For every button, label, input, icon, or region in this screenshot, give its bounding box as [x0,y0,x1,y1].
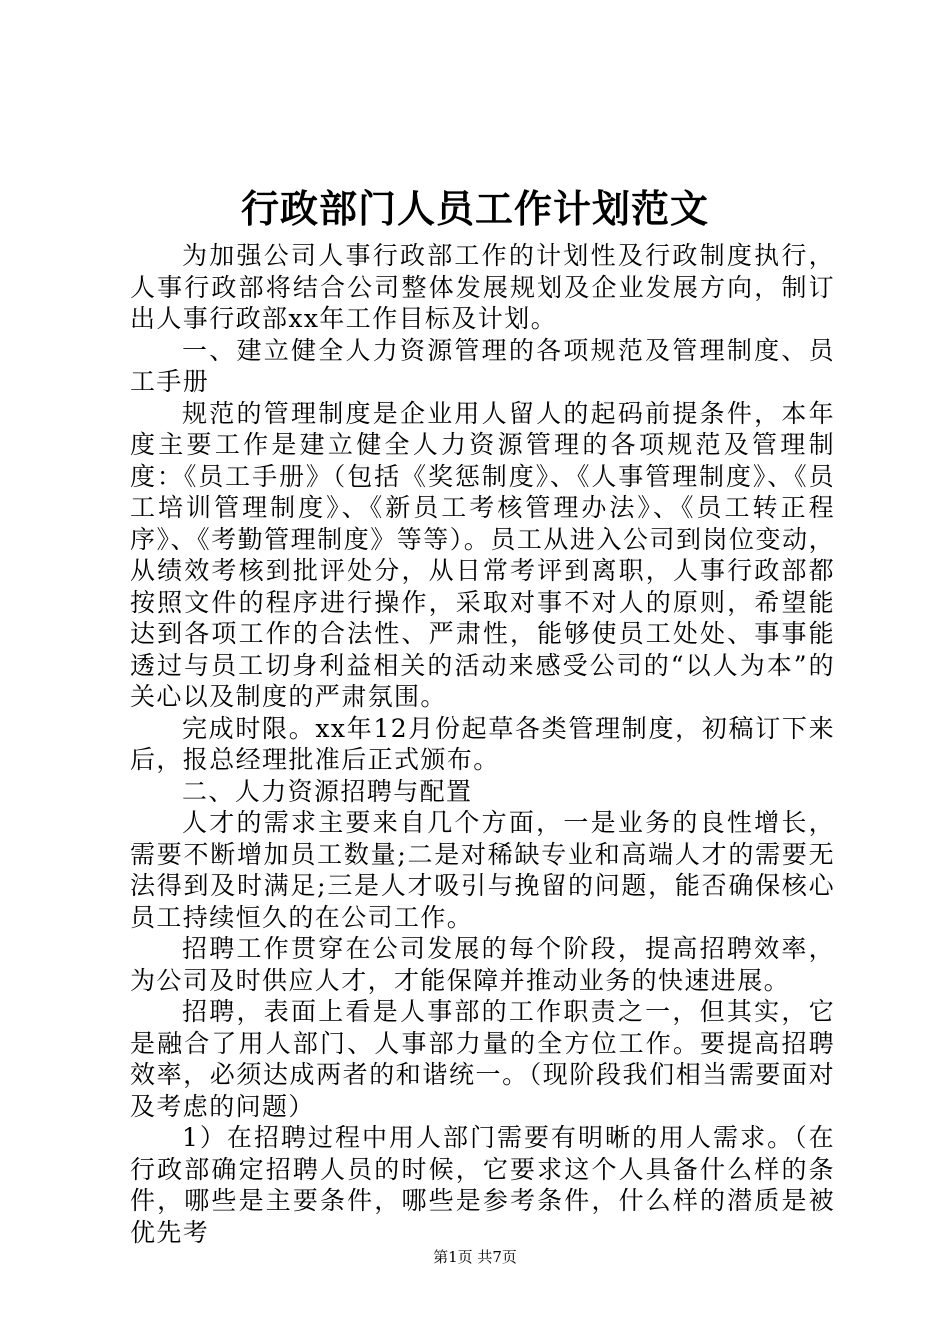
paragraph-recruitment-duty: 招聘，表面上看是人事部的工作职责之一，但其实，它是融合了用人部门、人事部力量的全方位工作。要提高招聘效率，必须达成两者的和谐统一。（现阶段我们相当需要面对及考虑的问题） [130,997,835,1121]
document-body [130,240,835,1248]
paragraph-talent-demand: 人才的需求主要来自几个方面，一是业务的良性增长，需要不断增加员工数量;二是对稀缺专业和高端人才的需要无法得到及时满足;三是人才吸引与挽留的问题，能否确保核心员工持续恒久的在公司工作。 [130,808,835,932]
paragraph-deadline: 完成时限。xx年12月份起草各类管理制度，初稿订下来后，报总经理批准后正式颁布。 [130,713,835,774]
section-heading-2: 二、人力资源招聘与配置 [182,776,473,806]
paragraph-hiring-needs: 1）在招聘过程中用人部门需要有明晰的用人需求。（在行政部确定招聘人员的时候，它要求这个人具备什么样的条件，哪些是主要条件，哪些是参考条件，什么样的潜质是被优先考 [130,1123,835,1247]
section-heading-1: 一、建立健全人力资源管理的各项规范及管理制度、员工手册 [130,335,835,396]
page-number: 第1页 [433,1248,473,1266]
document-title: 行政部门人员工作计划范文 [240,187,709,231]
page-footer [0,1247,950,1267]
paragraph-intro: 为加强公司人事行政部工作的计划性及行政制度执行，人事行政部将结合公司整体发展规划及企业发展方向，制订出人事行政部xx年工作目标及计划。 [130,241,835,333]
paragraph-management-rules: 规范的管理制度是企业用人留人的起码前提条件，本年度主要工作是建立健全人力资源管理的各项规范及管理制度：《员工手册》（包括《奖惩制度》、《人事管理制度》、《员工培训管理制度》、《新员工考核管理办法》、《员工转正程序》、《考勤管理制度》等等）。员工从进入公司到岗位变动，从绩效考核到批评处分，从日常考评到离职，人事行政部都按照文件的程序进行操作，采取对事不对人的原则，希望能达到各项工作的合法性、严肃性，能够使员工处处、事事能透过与员工切身利益相关的活动来感受公司的“以人为本”的关心以及制度的严肃氛围。 [130,398,835,711]
page-total: 共7页 [477,1248,517,1266]
paragraph-recruitment-stages: 招聘工作贯穿在公司发展的每个阶段，提高招聘效率，为公司及时供应人才，才能保障并推动业务的快速进展。 [130,934,835,995]
